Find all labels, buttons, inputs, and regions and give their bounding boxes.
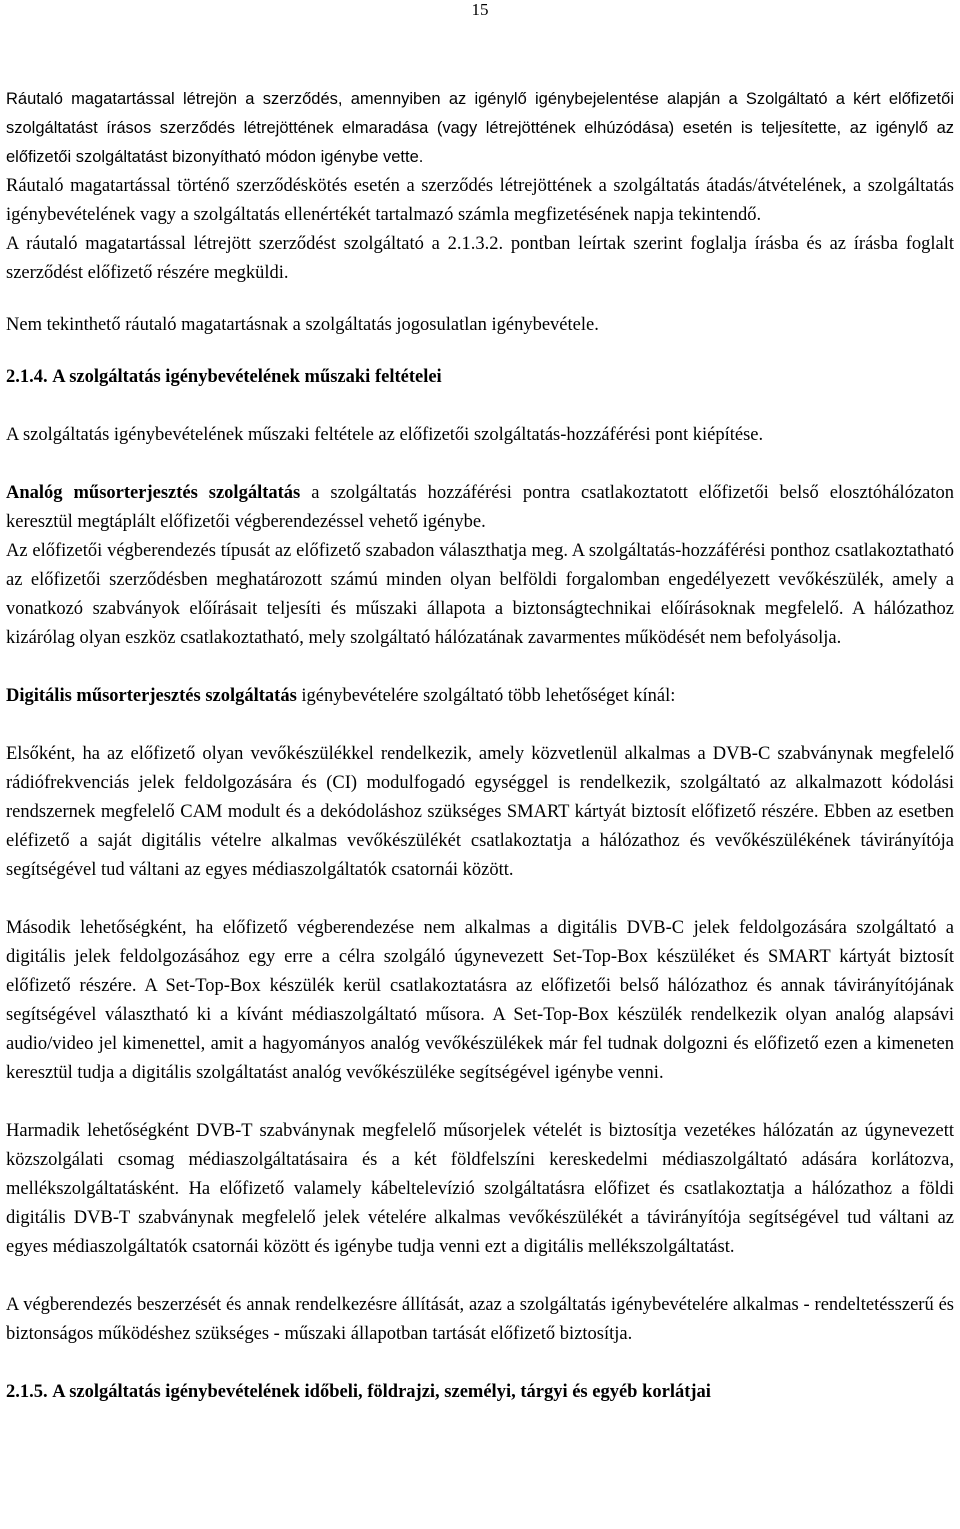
page-number: 15: [471, 0, 489, 19]
paragraph-digital-service: [6, 682, 954, 711]
paragraph-equipment-provision: [6, 1291, 954, 1349]
section-heading-2-1-5: [6, 1378, 954, 1407]
paragraph-text: a szolgáltatás hozzáférési pontra csatlakoztatott előfizetői belső elosztóhálózaton keresztül megtáplált előfizetői végberendezéssel vehető igénybe.: [6, 483, 955, 532]
paragraph-implied-contract-date: [6, 172, 954, 230]
document-body: [6, 85, 954, 1407]
paragraph-option-third: [6, 1117, 954, 1262]
paragraph-text: Nem tekinthető ráutaló magatartásnak a szolgáltatás jogosulatlan igénybevétele.: [6, 315, 599, 335]
paragraph-unauthorized-use: [6, 311, 954, 340]
paragraph-text: Ráutaló magatartással létrejön a szerződés, amennyiben az igénylő igénybejelentése alapján a Szolgáltató a kért előfizetői szolgáltatást írásos szerződés létrejöttének elmaradása (vagy létrejöttének elhúzódása) esetén is teljesítette, az igénylő az előfizetői szolgáltatást bizonyítható módon igénybe vette.: [6, 90, 954, 166]
paragraph-analog-service: [6, 479, 954, 537]
paragraph-implied-contract-intro: [6, 85, 954, 172]
section-title: A szolgáltatás igénybevételének időbeli, földrajzi, személyi, tárgyi és egyéb korlátjai: [52, 1382, 711, 1402]
paragraph-text: Második lehetőségként, ha előfizető végberendezése nem alkalmas a digitális DVB-C jelek feldolgozására szolgáltató a digitális jelek feldolgozásához egy erre a célra szolgáló úgynevezett Set-Top-Box készüléket és SMART kártyát biztosít előfizető részére. A Set-Top-Box készülék kerül csatlakoztatásra az előfizetői belső hálózathoz és annak távirányítójának segítségével választható ki a kívánt médiaszolgáltató műsora. A Set-Top-Box készülék rendelkezik olyan analóg alapsávi audio/video jel kimenettel, amit a hagyományos analóg vevőkészülékek már fel tudnak dolgozni és előfizető ezen a kimeneten keresztül tudja a digitális szolgáltatást analóg vevőkészüléke segítségével igénybe venni.: [6, 918, 954, 1083]
paragraph-option-first: [6, 740, 954, 885]
paragraph-text: Harmadik lehetőségként DVB-T szabványnak megfelelő műsorjelek vételét is biztosítja vezetékes hálózatán az úgynevezett közszolgálati csomag médiaszolgáltatásaira és a két földfelszíni kereskedelmi médiaszolgáltató adására korlátozva, mellékszolgáltatásként. Ha előfizető valamely kábeltelevízió szolgáltatásra előfizet és csatlakoztatja a hálózathoz a földi digitális DVB-T szabványnak megfelelő jelek vételére alkalmas vevőkészülékét a távirányítója segítségével tud váltani az egyes médiaszolgáltatók csatornái között és igénybe tudja venni ezt a digitális mellékszolgáltatást.: [6, 1121, 954, 1257]
paragraph-text: Elsőként, ha az előfizető olyan vevőkészülékkel rendelkezik, amely közvetlenül alkalmas a DVB-C szabványnak megfelelő rádiófrekvenciás jelek feldolgozására és (CI) modulfogadó egységgel is rendelkezik, szolgáltató az alkalmazott kódolási rendszernek megfelelő CAM modult és a dekódoláshoz szükséges SMART kártyát biztosít előfizető részére. Ebben az esetben eléfizető a saját digitális vételre alkalmas vevőkészülékét csatlakoztatja a hálózathoz és vevőkészülékének távirányítója segítségével tud váltani az egyes médiaszolgáltatók csatornái között.: [6, 744, 954, 880]
paragraph-implied-contract-writing: [6, 230, 954, 288]
paragraph-terminal-equipment: [6, 537, 954, 653]
section-heading-2-1-4: [6, 363, 954, 392]
paragraph-text: A ráutaló magatartással létrejött szerződést szolgáltató a 2.1.3.2. pontban leírtak szerint foglalja írásba és az írásba foglalt szerződést előfizető részére megküldi.: [6, 234, 954, 283]
paragraph-text: igénybevételére szolgáltató több lehetőséget kínál:: [296, 686, 676, 706]
section-title: A szolgáltatás igénybevételének műszaki feltételei: [52, 367, 442, 387]
paragraph-technical-condition: [6, 421, 954, 450]
section-number: 2.1.5.: [6, 1382, 48, 1402]
section-number: 2.1.4.: [6, 367, 48, 387]
paragraph-text: A szolgáltatás igénybevételének műszaki feltétele az előfizetői szolgáltatás-hozzáférési pont kiépítése.: [6, 425, 764, 445]
paragraph-text: A végberendezés beszerzését és annak rendelkezésre állítását, azaz a szolgáltatás igénybevételére alkalmas - rendeltetésszerű és biztonságos működéshez szükséges - műszaki állapotban tartását előfizető biztosítja.: [6, 1295, 954, 1344]
paragraph-text: Az előfizetői végberendezés típusát az előfizető szabadon választhatja meg. A szolgáltatás-hozzáférési ponthoz csatlakoztatható az előfizetői szerződésben meghatározott számú minden olyan belföldi forgalomban engedélyezett vevőkészülék, amely a vonatkozó szabványok előírásait teljesíti és műszaki állapota a biztonságtechnikai előírásoknak megfelelő. A hálózathoz kizárólag olyan eszköz csatlakoztatható, mely szolgáltató hálózatának zavarmentes működését nem befolyásolja.: [6, 541, 954, 648]
paragraph-lead-term: Digitális műsorterjesztés szolgáltatás: [6, 686, 297, 706]
paragraph-lead-term: Analóg műsorterjesztés szolgáltatás: [6, 483, 301, 503]
paragraph-option-second: [6, 914, 954, 1088]
paragraph-text: Ráutaló magatartással történő szerződéskötés esetén a szerződés létrejöttének a szolgáltatás átadás/átvételének, a szolgáltatás igénybevételének vagy a szolgáltatás ellenértékét tartalmazó számla megfizetésének napja tekintendő.: [6, 176, 954, 225]
